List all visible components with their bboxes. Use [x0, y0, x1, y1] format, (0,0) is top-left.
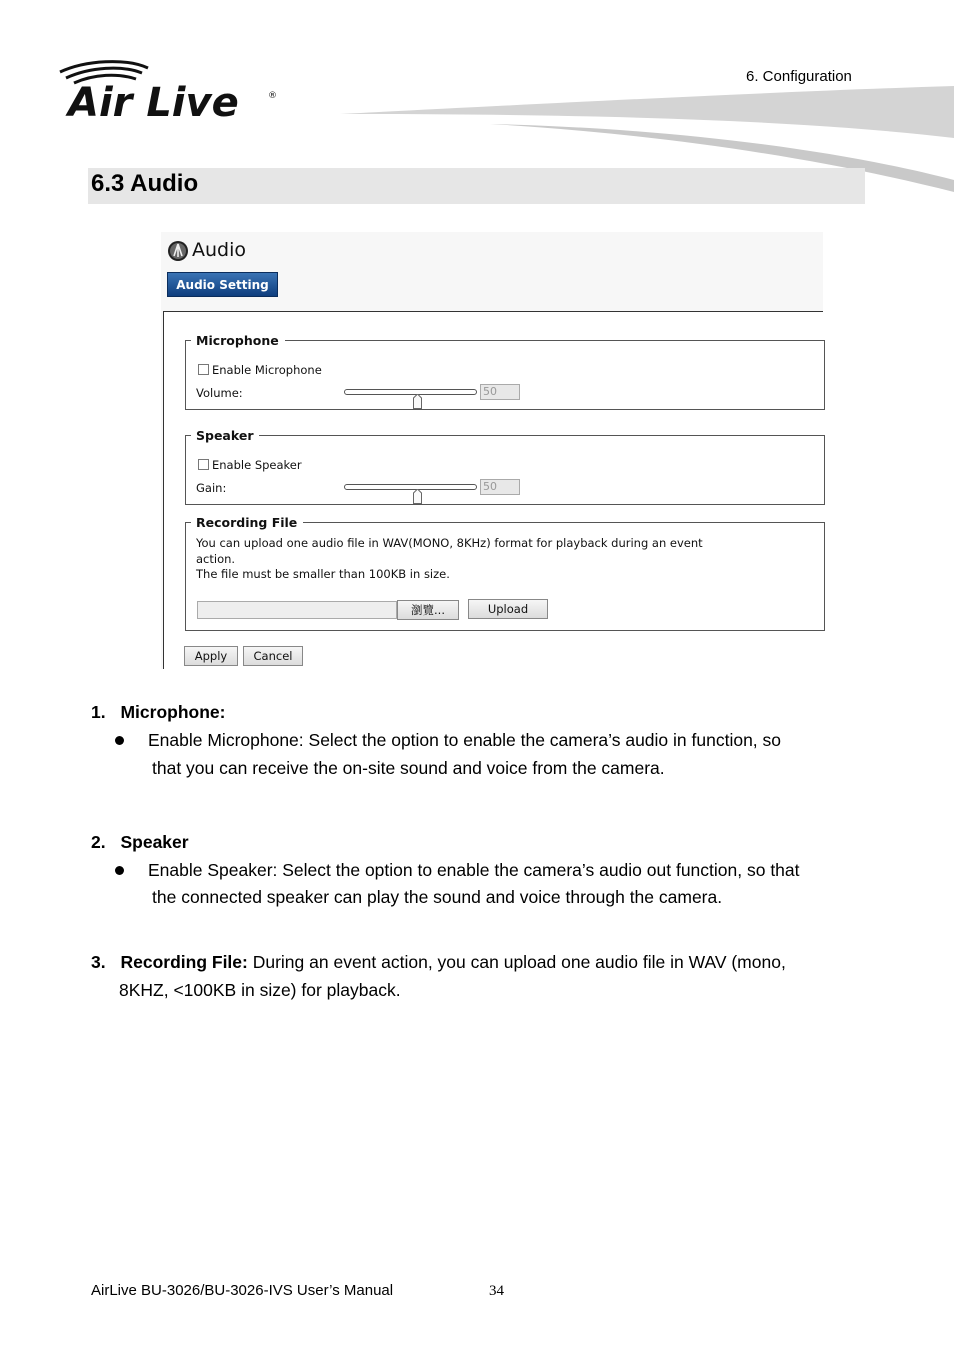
browse-button[interactable]: 瀏覽... — [397, 600, 459, 620]
upload-button[interactable]: Upload — [468, 599, 548, 619]
item-3-line1 — [91, 948, 786, 976]
apply-button[interactable]: Apply — [184, 646, 238, 666]
camera-icon — [167, 240, 189, 262]
page-number: 34 — [489, 1283, 504, 1299]
section-title: 6.3 Audio — [91, 170, 199, 197]
svg-text:Air Live: Air Live — [68, 80, 239, 122]
item-3-number: 3. — [91, 952, 106, 972]
item-3-text-line1: During an event action, you can upload one audio file in WAV (mono, — [247, 952, 786, 972]
enable-speaker-label: Enable Speaker — [212, 458, 302, 472]
settings-form — [163, 311, 823, 669]
recording-desc-line2: action. — [196, 551, 236, 566]
item-1-bullet-line1: Enable Microphone: Select the option to enable the camera’s audio in function, so — [148, 730, 782, 750]
speaker-legend: Speaker — [196, 428, 254, 443]
bullet-icon — [115, 736, 124, 745]
item-1-number: 1. — [91, 702, 106, 722]
volume-slider[interactable] — [344, 389, 477, 395]
volume-slider-thumb[interactable] — [413, 394, 422, 409]
speaker-group — [185, 428, 825, 505]
panel-title: Audio — [192, 239, 247, 261]
item-3-text-line2: 8KHZ, <100KB in size) for playback. — [119, 980, 401, 1000]
item-1-heading — [91, 698, 225, 726]
cancel-button[interactable]: Cancel — [243, 646, 303, 666]
recording-desc-line1: You can upload one audio file in WAV(MONO, 8KHz) format for playback during an event — [196, 536, 703, 550]
recording-file-group — [185, 515, 825, 631]
file-path-input[interactable] — [197, 601, 397, 619]
enable-speaker-checkbox[interactable] — [198, 459, 209, 470]
recording-desc-line3: The file must be smaller than 100KB in size. — [196, 567, 450, 581]
gain-slider[interactable] — [344, 484, 477, 490]
svg-text:®: ® — [268, 91, 277, 101]
audio-setting-tab[interactable]: Audio Setting — [167, 272, 278, 297]
item-2-number: 2. — [91, 832, 106, 852]
enable-microphone-checkbox[interactable] — [198, 364, 209, 375]
item-3-title: Recording File: — [120, 952, 248, 972]
enable-speaker-row — [198, 458, 302, 472]
enable-microphone-label: Enable Microphone — [212, 363, 322, 377]
enable-microphone-row — [198, 363, 322, 377]
microphone-legend: Microphone — [196, 333, 279, 348]
item-2-bullet-line1: Enable Speaker: Select the option to enable the camera’s audio out function, so that — [148, 860, 800, 880]
airlive-logo — [56, 58, 281, 122]
gain-value-field[interactable]: 50 — [480, 479, 520, 495]
microphone-group — [185, 333, 825, 410]
gain-label: Gain: — [196, 481, 227, 495]
item-2-title: Speaker — [120, 832, 189, 852]
item-1-title: Microphone: — [120, 702, 226, 722]
item-1-bullet-line2: that you can receive the on-site sound and voice from the camera. — [152, 758, 665, 778]
volume-label: Volume: — [196, 386, 243, 400]
audio-settings-screenshot — [161, 232, 823, 669]
section-title-bar — [88, 168, 865, 204]
recording-file-legend: Recording File — [196, 515, 298, 530]
recording-description — [196, 536, 703, 583]
footer-manual-title: AirLive BU-3026/BU-3026-IVS User’s Manual — [91, 1282, 394, 1299]
item-2-heading — [91, 828, 189, 856]
gain-slider-thumb[interactable] — [413, 489, 422, 504]
chapter-label: 6. Configuration — [746, 68, 852, 85]
item-2-bullet-line2: the connected speaker can play the sound and voice through the camera. — [152, 887, 723, 907]
volume-value-field[interactable]: 50 — [480, 384, 520, 400]
bullet-icon — [115, 866, 124, 875]
